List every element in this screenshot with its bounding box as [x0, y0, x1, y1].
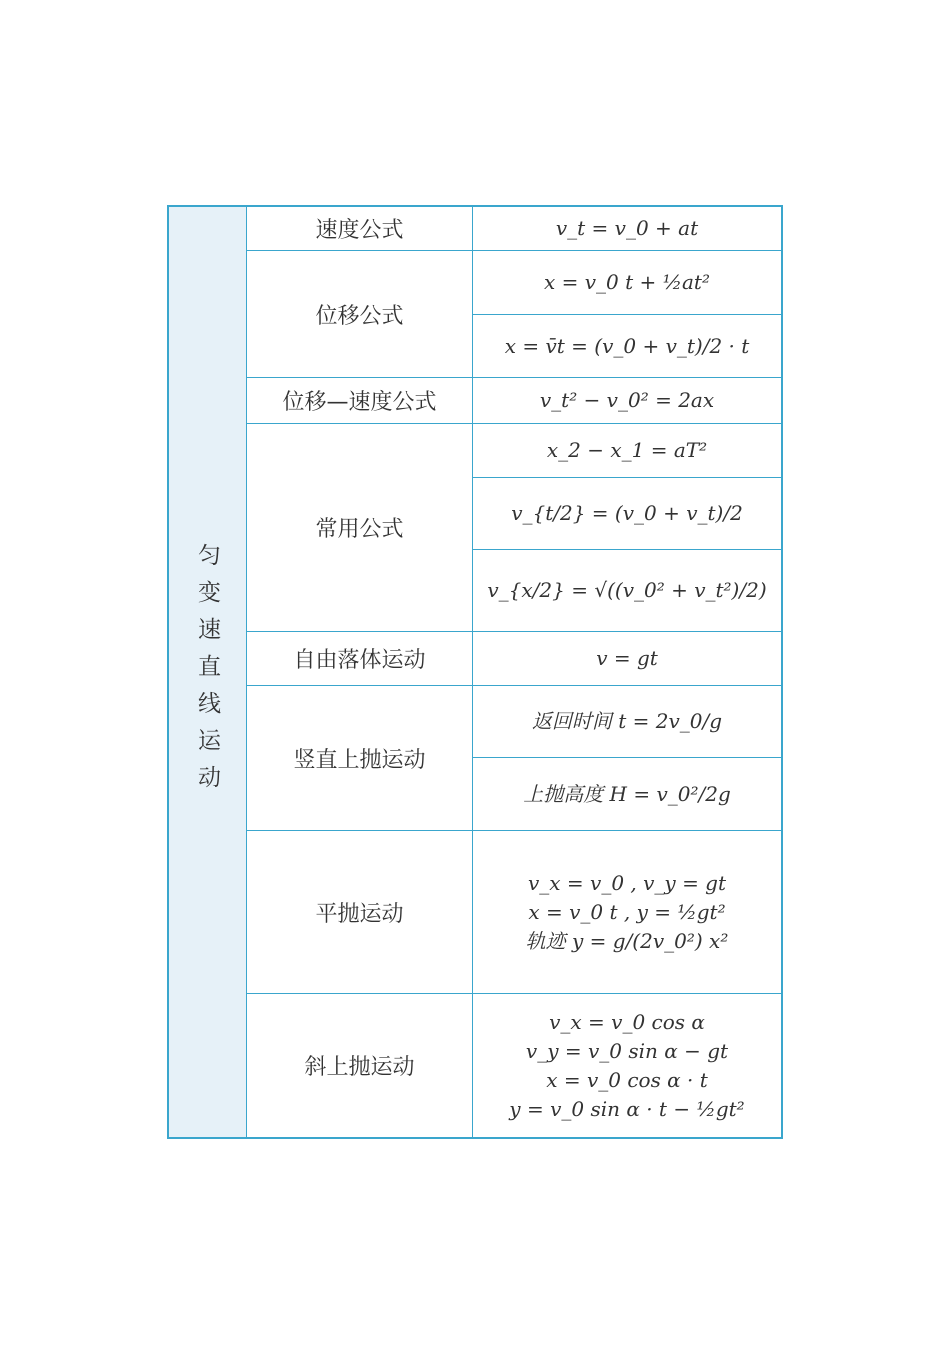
- formula: x = v_0 t + ½at²: [543, 270, 710, 294]
- formula: 轨迹 y = g/(2v_0²) x²: [525, 928, 729, 953]
- formula: x = v_0 cos α · t: [546, 1067, 708, 1092]
- formula: v_x = v_0 cos α: [549, 1009, 705, 1034]
- formula-cell: [473, 478, 783, 550]
- formula: v = gt: [596, 646, 658, 670]
- formula-cell: [473, 632, 783, 686]
- formula-cell: [473, 315, 783, 378]
- formula: v_{t/2} = (v_0 + v_t)/2: [511, 501, 743, 525]
- row-name: 自由落体运动: [247, 632, 473, 686]
- formula: v_t = v_0 + at: [555, 216, 699, 240]
- formula: x = v̄t = (v_0 + v_t)/2 · t: [504, 333, 750, 358]
- row-name: 位移公式: [247, 251, 473, 378]
- formula-cell: [473, 831, 783, 994]
- formula-cell: [473, 251, 783, 315]
- row-name: 平抛运动: [247, 831, 473, 994]
- formula: y = v_0 sin α · t − ½gt²: [509, 1096, 745, 1121]
- category-cell: [167, 205, 247, 1139]
- formula: x_2 − x_1 = aT²: [546, 438, 708, 462]
- row-name: 常用公式: [247, 424, 473, 632]
- row-name: 位移—速度公式: [247, 378, 473, 424]
- category-label: 匀变速直线运动: [194, 542, 220, 802]
- formula-cell: [473, 758, 783, 831]
- formula: 返回时间 t = 2v_0/g: [531, 709, 723, 733]
- formula-table: [167, 205, 783, 1139]
- formula-cell: [473, 550, 783, 632]
- formula-cell: [473, 994, 783, 1139]
- formula: v_y = v_0 sin α − gt: [525, 1038, 729, 1063]
- formula: v_t² − v_0² = 2ax: [539, 388, 715, 412]
- formula: v_{x/2} = √((v_0² + v_t²)/2): [487, 578, 767, 602]
- row-name: 速度公式: [247, 205, 473, 251]
- formula-cell: [473, 378, 783, 424]
- row-name: 竖直上抛运动: [247, 686, 473, 831]
- formula: 上抛高度 H = v_0²/2g: [523, 781, 731, 806]
- formula: x = v_0 t , y = ½gt²: [528, 899, 726, 924]
- row-name: 斜上抛运动: [247, 994, 473, 1139]
- formula-cell: [473, 424, 783, 478]
- formula-cell: [473, 205, 783, 251]
- formula-cell: [473, 686, 783, 758]
- formula: v_x = v_0 , v_y = gt: [527, 870, 727, 895]
